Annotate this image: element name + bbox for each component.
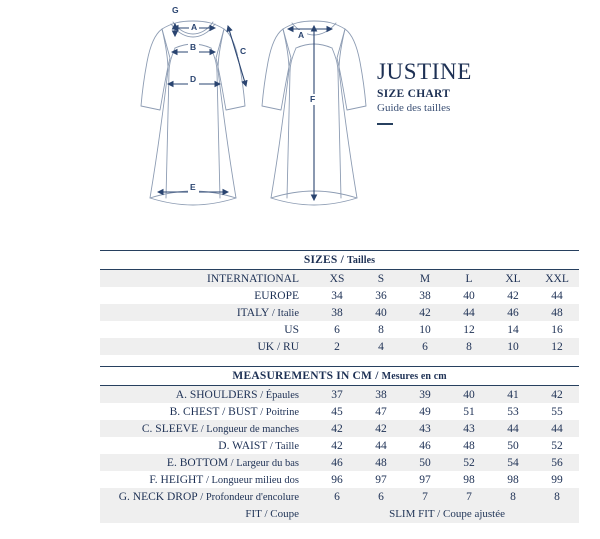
cell: 8 [535,488,579,505]
cell: 6 [315,488,359,505]
fit-label [100,505,315,523]
cell: 49 [419,405,431,418]
row-label-fr: / Profondeur d'encolure [197,491,299,503]
cell: 8 [378,323,384,336]
table-row [100,471,579,488]
row-label-fr: / Longueur de manches [198,423,299,435]
table-row [100,420,579,437]
measurements-table-header-row [100,367,579,386]
cell: 42 [403,304,447,321]
cell: 7 [447,488,491,505]
brand-subtitle: SIZE CHART [377,88,451,101]
illustration-area [0,0,600,235]
cell: 12 [463,323,475,336]
cell: 6 [334,323,340,336]
cell: 44 [535,420,579,437]
cell: XL [491,270,535,288]
sizes-header-fr: Tailles [347,255,376,266]
sizes-table [100,250,579,355]
cell: 46 [491,304,535,321]
row-label-en: F. HEIGHT [149,473,204,486]
cell: 10 [419,323,431,336]
cell: 38 [315,304,359,321]
cell: 12 [535,338,579,355]
cell: 97 [375,473,387,486]
marker-label-A-back: A [298,30,305,40]
cell: 54 [491,454,535,471]
row-label-bottom [100,454,315,471]
row-label-international [100,270,315,288]
table-row [100,403,579,420]
row-label-italy [100,304,315,321]
cell: 40 [447,386,491,404]
cell: 34 [331,289,343,302]
row-label-chest-bust [100,403,315,420]
brand-name: JUSTINE [377,59,472,84]
cell: L [447,270,491,288]
cell: 43 [447,420,491,437]
table-row [100,338,579,355]
row-label-en: D. WAIST [218,439,268,452]
cell: M [403,270,447,288]
cell: 55 [551,405,563,418]
cell: 42 [315,420,359,437]
table-row [100,270,579,288]
cell: 40 [463,289,475,302]
cell: 16 [551,323,563,336]
cell: 50 [403,454,447,471]
brand-subtitle-fr: Guide des tailles [377,102,451,115]
cell: XS [315,270,359,288]
cell: 46 [315,454,359,471]
row-label-en: G. NECK DROP [118,490,198,503]
row-label-fr: / Italie [269,307,299,319]
table-row [100,304,579,321]
marker-label-B: B [190,42,197,52]
table-row [100,437,579,454]
cell: 7 [403,488,447,505]
row-label-en: EUROPE [254,289,299,302]
fit-row [100,505,579,523]
cell: 48 [535,304,579,321]
table-row [100,454,579,471]
brand-block [377,60,567,125]
cell: 44 [447,304,491,321]
row-label-en: A. SHOULDERS [175,388,258,401]
cell: 99 [551,473,563,486]
marker-label-F: F [310,94,316,104]
cell: 39 [403,386,447,404]
marker-label-C: C [240,46,247,56]
cell: 44 [551,289,563,302]
table-row [100,488,579,505]
cell: 56 [535,454,579,471]
cell: 36 [375,289,387,302]
table-row [100,386,579,404]
marker-label-E: E [190,182,196,192]
fit-value [315,505,579,523]
sizes-table-header [100,251,579,270]
cell: 42 [331,439,343,452]
row-label-height [100,471,315,488]
cell: 14 [507,323,519,336]
cell: 52 [447,454,491,471]
cell: 48 [463,439,475,452]
sizes-header-sep: / [337,254,348,266]
marker-label-A-front: A [191,22,198,32]
row-label-us [100,321,315,338]
cell: 53 [507,405,519,418]
cell: 42 [535,386,579,404]
fit-label-fr: / Coupe [261,508,299,520]
row-label-en: B. CHEST / BUST [169,405,258,418]
cell: 42 [359,420,403,437]
row-label-en: ITALY [236,306,270,319]
cell: 52 [551,439,563,452]
cell: 44 [375,439,387,452]
cell: 51 [463,405,475,418]
cell: 8 [447,338,491,355]
fit-label-en: FIT [245,508,262,520]
row-label-en: INTERNATIONAL [207,272,299,285]
cell: 96 [331,473,343,486]
dress-technical-drawing [120,2,380,217]
cell: 38 [419,289,431,302]
cell: 45 [331,405,343,418]
row-label-neck-drop [100,488,315,505]
row-label-fr: / Poitrine [257,406,299,418]
cell: 48 [359,454,403,471]
cell: 2 [315,338,359,355]
cell: 41 [491,386,535,404]
fit-value-fr: / Coupe ajustée [434,508,505,520]
measurements-header-fr: Mesures en cm [381,371,447,382]
row-label-europe [100,287,315,304]
measurements-header-en: MEASUREMENTS IN CM [232,370,373,382]
row-label-sleeve [100,420,315,437]
row-label-en: UK / RU [257,340,299,353]
cell: 50 [507,439,519,452]
measurements-header-sep: / [372,370,382,382]
cell: 10 [491,338,535,355]
marker-label-D: D [190,74,197,84]
measurements-table-header [100,367,579,386]
measurements-table [100,366,579,523]
cell: 6 [403,338,447,355]
cell: 42 [507,289,519,302]
row-label-en: E. BOTTOM [166,456,229,469]
table-row [100,287,579,304]
cell: 98 [463,473,475,486]
sizes-table-header-row [100,251,579,270]
cell: 6 [359,488,403,505]
row-label-fr: / Taille [267,440,299,452]
cell: 40 [359,304,403,321]
row-label-fr: / Épaules [257,389,299,401]
cell: 98 [507,473,519,486]
row-label-en: C. SLEEVE [141,422,199,435]
cell: 43 [403,420,447,437]
cell: 4 [359,338,403,355]
table-row [100,321,579,338]
row-label-waist [100,437,315,454]
row-label-en: US [284,323,299,336]
cell: 97 [419,473,431,486]
marker-label-G: G [172,5,179,15]
cell: 47 [375,405,387,418]
cell: 44 [491,420,535,437]
cell: 38 [359,386,403,404]
cell: 46 [419,439,431,452]
cell: 8 [491,488,535,505]
sizes-header-en: SIZES [303,254,338,266]
row-label-uk-ru [100,338,315,355]
cell: S [359,270,403,288]
row-label-fr: / Longueur milieu dos [203,474,299,486]
row-label-fr: / Largeur du bas [228,457,299,469]
brand-divider [377,123,393,125]
row-label-shoulders [100,386,315,404]
cell: 37 [315,386,359,404]
fit-value-en: SLIM FIT [389,508,435,520]
cell: XXL [535,270,579,288]
